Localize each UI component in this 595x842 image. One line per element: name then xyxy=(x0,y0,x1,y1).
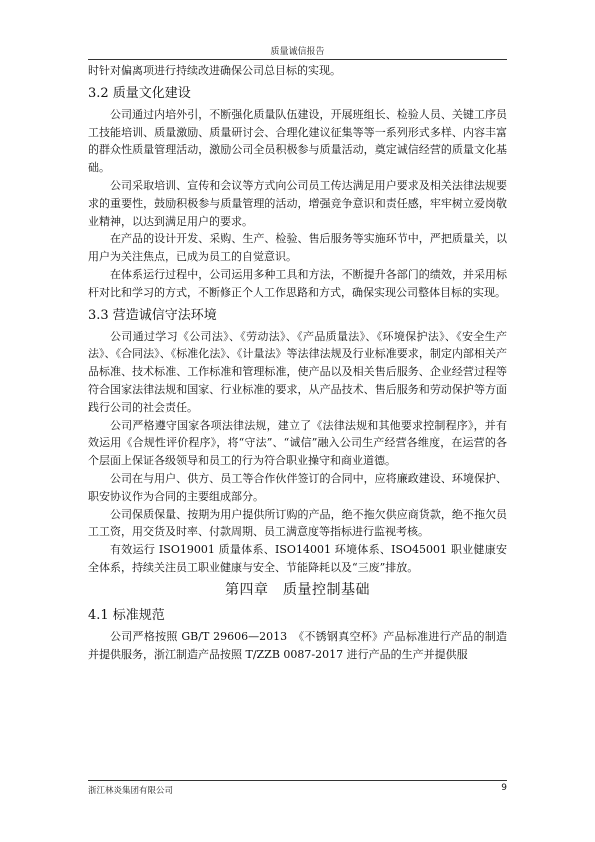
paragraph: 有效运行 ISO19001 质量体系、ISO14001 环境体系、ISO45001 职业健康安全体系，持续关注员工职业健康与安全、节能降耗以及“三废”排放。 xyxy=(88,543,507,574)
header-title: 质量诚信报告 xyxy=(270,47,325,57)
paragraph: 公司通过内培外引，不断强化质量队伍建设，开展班组长、检验人员、关键工序员工技能培训、质量激励、质量研讨会、合理化建议征集等等一系列形式多样、内容丰富的群众性质量管理活动，激励公司全员积极参与质量活动，奠定诚信经营的质量文化基础。 xyxy=(88,107,507,175)
document-body xyxy=(88,62,507,663)
paragraph: 公司保质保量、按期为用户提供所订购的产品，绝不拖欠供应商货款，绝不拖欠员工工资，用交货及时率、付款周期、员工满意度等指标进行监视考核。 xyxy=(88,507,507,539)
chapter-heading: 第四章 质量控制基础 xyxy=(225,581,370,598)
paragraph: 在体系运行过程中，公司运用多种工具和方法，不断提升各部门的绩效，并采用标杆对比和学习的方式，不断修正个人工作思路和方式，确保实现公司整体目标的实现。 xyxy=(88,267,507,299)
page-number: 9 xyxy=(501,783,507,793)
section-heading-4-1: 4.1 标准规范 xyxy=(88,607,165,623)
paragraph: 公司通过学习《公司法》、《劳动法》、《产品质量法》、《环境保护法》、《安全生产法》、《合同法》、《标准化法》、《计量法》等法律法规及行业标准要求，制定内部相关产品标准、技术标准、工作标准和管理标准，使产品以及相关售后服务、企业经营过程等符合国家法律法规和国家、行业标准的要求，从产品技术、售后服务和劳动保护等方面践行公司的社会责任。 xyxy=(88,329,507,414)
continued-paragraph: 时针对偏离项进行持续改进确保公司总目标的实现。 xyxy=(88,64,341,77)
header-rule xyxy=(88,59,507,60)
section-heading-3-2: 3.2 质量文化建设 xyxy=(88,85,191,101)
footer-rule xyxy=(88,780,507,781)
footer-company: 浙江林炎集团有限公司 xyxy=(88,786,174,796)
paragraph: 公司在与用户、供方、员工等合作伙伴签订的合同中，应将廉政建设、环境保护、职安协议作为合同的主要组成部分。 xyxy=(88,471,507,503)
paragraph: 公司严格按照 GB/T 29606—2013 《不锈钢真空杯》产品标准进行产品的制造并提供服务，浙江制造产品按照 T/ZZB 0087-2017 进行产品的生产并提供服 xyxy=(88,629,507,661)
paragraph: 在产品的设计开发、采购、生产、检验、售后服务等实施环节中，严把质量关，以用户为关注焦点，已成为员工的自觉意识。 xyxy=(88,232,507,264)
paragraph: 公司严格遵守国家各项法律法规，建立了《法律法规和其他要求控制程序》，并有效运用《合规性评价程序》，将“守法”、“诚信”融入公司生产经营各维度，在运营的各个层面上保证各级领导和员工的行为符合职业操守和商业道德。 xyxy=(88,418,507,468)
section-heading-3-3: 3.3 营造诚信守法环境 xyxy=(88,307,217,323)
paragraph: 公司采取培训、宣传和会议等方式向公司员工传达满足用户要求及相关法律法规要求的重要性，鼓励积极参与质量管理的活动，增强竞争意识和责任感，牢牢树立爱岗敬业精神，以达到满足用户的要求。 xyxy=(88,178,507,228)
